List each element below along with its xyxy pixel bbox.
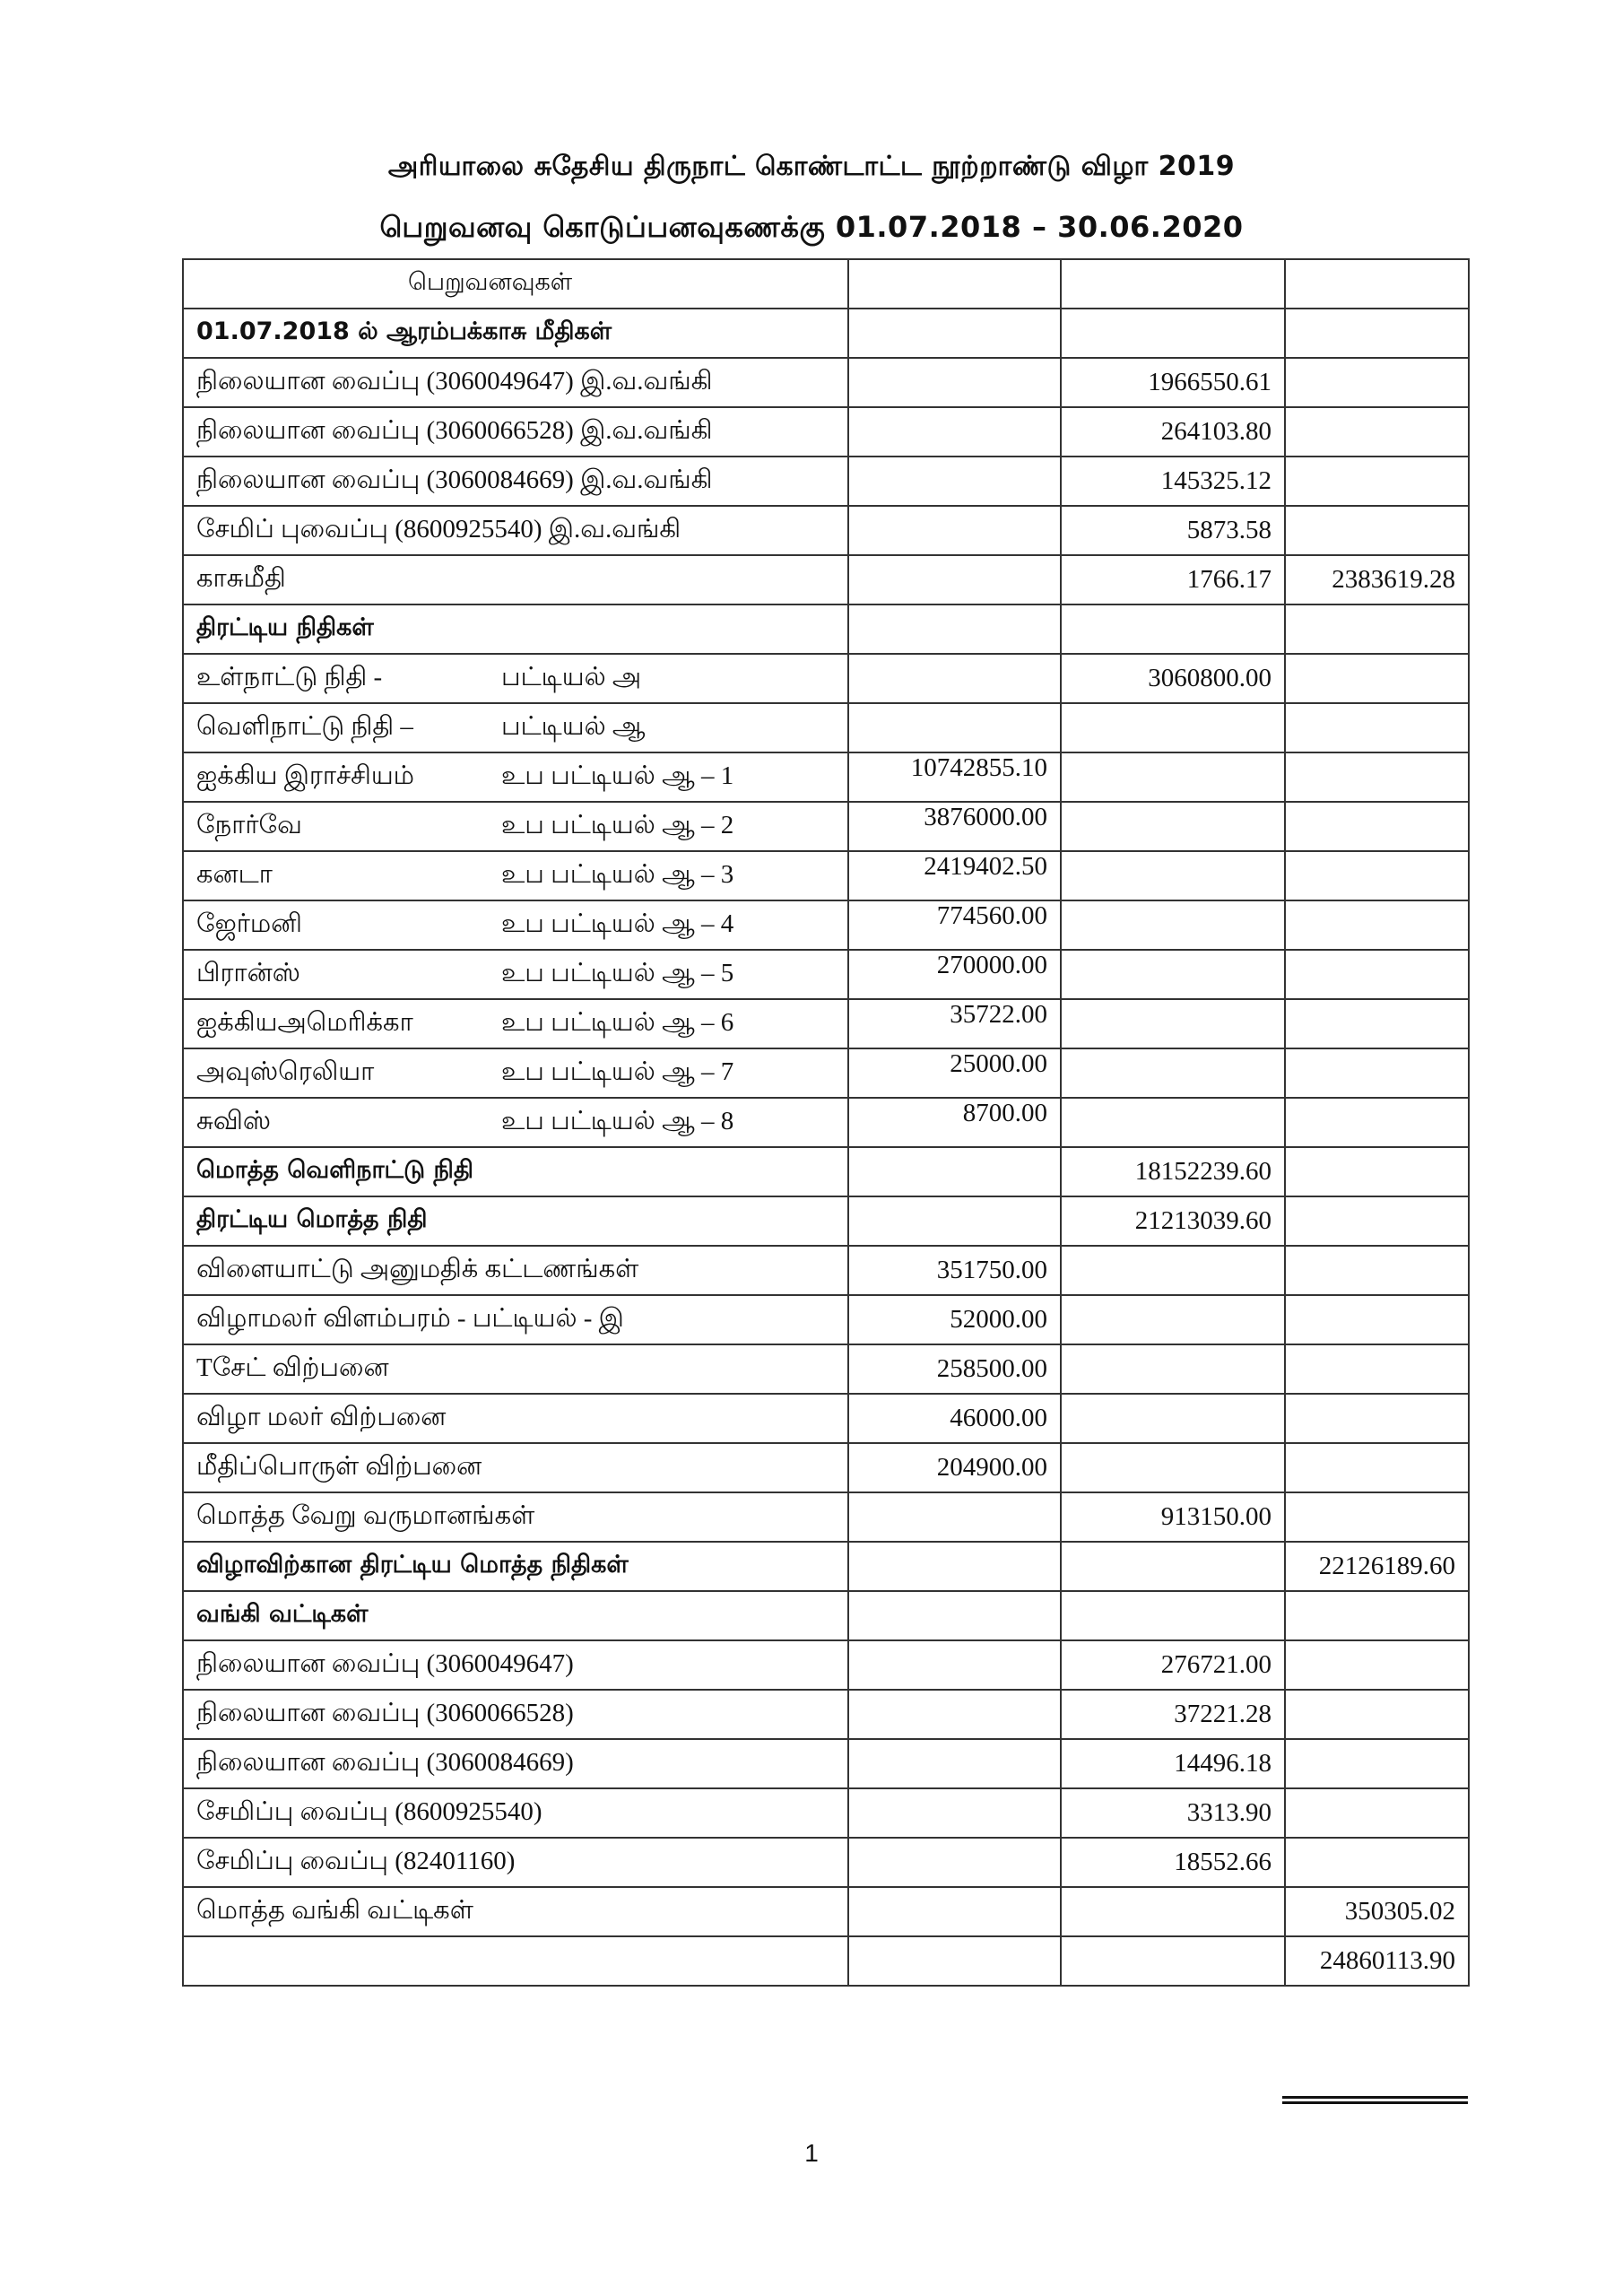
interest-total-label: மொத்த வங்கி வட்டிகள் (183, 1887, 848, 1936)
table-row (183, 1196, 1469, 1246)
foreign-fund-label: வெளிநாட்டு நிதி – (196, 711, 413, 741)
country-amount: 8700.00 (848, 1098, 1061, 1147)
table-row (183, 1936, 1469, 1986)
overall-total-amount: 24860113.90 (1285, 1936, 1469, 1986)
row-label: நிலையான வைப்பு (3060049647) (183, 1640, 848, 1690)
interest-total-amount: 350305.02 (1285, 1887, 1469, 1936)
table-row (183, 604, 1469, 654)
row-amount: 264103.80 (1061, 407, 1285, 457)
country-name: ஐக்கியஅமெரிக்கா (196, 1007, 413, 1037)
table-row (183, 1394, 1469, 1443)
table-row (183, 457, 1469, 506)
country-amount: 35722.00 (848, 999, 1061, 1048)
row-amount: 37221.28 (1061, 1690, 1285, 1739)
table-row (183, 999, 1469, 1048)
table-row (183, 1246, 1469, 1295)
row-label: நிலையான வைப்பு (3060084669) இ.வ.வங்கி (183, 457, 848, 506)
country-schedule: உப பட்டியல் ஆ – 8 (501, 1106, 734, 1135)
local-fund-amount: 3060800.00 (1061, 654, 1285, 703)
row-amount: 1766.17 (1061, 555, 1285, 604)
country-schedule: உப பட்டியல் ஆ – 2 (501, 810, 734, 839)
foreign-total-amount: 18152239.60 (1061, 1147, 1285, 1196)
table-row (183, 1591, 1469, 1640)
country-amount: 270000.00 (848, 950, 1061, 999)
row-label: விழா மலர் விற்பனை (183, 1394, 848, 1443)
document-title: அரியாலை சுதேசிய திருநாட் கொண்டாட்ட நூற்றாண்டு விழா 2019 (387, 151, 1236, 182)
row-label: நிலையான வைப்பு (3060084669) (183, 1739, 848, 1788)
row-label: விளையாட்டு அனுமதிக் கட்டணங்கள் (183, 1246, 848, 1295)
row-amount: 3313.90 (1061, 1788, 1285, 1838)
table-header-row (183, 259, 1469, 309)
row-amount: 276721.00 (1061, 1640, 1285, 1690)
country-name: கனடா (196, 859, 273, 889)
country-name: அவுஸ்ரெலியா (196, 1057, 375, 1086)
funds-heading: திரட்டிய நிதிகள் (183, 604, 848, 654)
row-label: சேமிப்பு வைப்பு (82401160) (183, 1838, 848, 1887)
table-row (183, 1443, 1469, 1492)
table-row (183, 555, 1469, 604)
row-amount: 1966550.61 (1061, 358, 1285, 407)
country-name: நோர்வே (196, 810, 302, 839)
table-row (183, 1344, 1469, 1394)
table-row (183, 802, 1469, 851)
grand-fund-amount: 21213039.60 (1061, 1196, 1285, 1246)
table-row (183, 752, 1469, 802)
other-income-total-label: மொத்த வேறு வருமானங்கள் (183, 1492, 848, 1542)
country-name: சுவிஸ் (196, 1106, 272, 1135)
country-schedule: உப பட்டியல் ஆ – 6 (501, 1007, 734, 1037)
row-amount: 258500.00 (848, 1344, 1061, 1394)
document-subtitle: பெறுவனவு கொடுப்பனவுகணக்கு 01.07.2018 – 30.06.2020 (379, 210, 1244, 244)
table-row (183, 358, 1469, 407)
interest-heading: வங்கி வட்டிகள் (183, 1591, 848, 1640)
table-row (183, 1048, 1469, 1098)
table-row (183, 950, 1469, 999)
table-row (183, 1492, 1469, 1542)
row-amount: 14496.18 (1061, 1739, 1285, 1788)
table-row (183, 1640, 1469, 1690)
table-row (183, 900, 1469, 950)
table-row (183, 654, 1469, 703)
table-row (183, 1788, 1469, 1838)
row-label: விழாமலர் விளம்பரம் - பட்டியல் - இ (183, 1295, 848, 1344)
country-amount: 10742855.10 (848, 752, 1061, 802)
opening-total: 2383619.28 (1285, 555, 1469, 604)
foreign-total-label: மொத்த வெளிநாட்டு நிதி (183, 1147, 848, 1196)
row-amount: 145325.12 (1061, 457, 1285, 506)
table-row (183, 309, 1469, 358)
row-amount: 46000.00 (848, 1394, 1061, 1443)
row-label: Tசேட் விற்பனை (183, 1344, 848, 1394)
row-amount: 351750.00 (848, 1246, 1061, 1295)
row-amount: 5873.58 (1061, 506, 1285, 555)
row-amount: 52000.00 (848, 1295, 1061, 1344)
grand-fund-label: திரட்டிய மொத்த நிதி (183, 1196, 848, 1246)
other-income-total-amount: 913150.00 (1061, 1492, 1285, 1542)
table-row (183, 1838, 1469, 1887)
row-label: சேமிப் புவைப்பு (8600925540) இ.வ.வங்கி (183, 506, 848, 555)
country-schedule: உப பட்டியல் ஆ – 7 (501, 1057, 734, 1086)
country-schedule: உப பட்டியல் ஆ – 4 (501, 909, 734, 938)
row-label: நிலையான வைப்பு (3060066528) (183, 1690, 848, 1739)
festival-total-amount: 22126189.60 (1285, 1542, 1469, 1591)
table-row (183, 407, 1469, 457)
row-label: நிலையான வைப்பு (3060049647) இ.வ.வங்கி (183, 358, 848, 407)
table-row (183, 1690, 1469, 1739)
table-row (183, 1887, 1469, 1936)
header-receipts: பெறுவனவுகள் (183, 259, 848, 309)
row-amount: 204900.00 (848, 1443, 1061, 1492)
country-name: ஜேர்மனி (196, 909, 302, 938)
table-row (183, 1098, 1469, 1147)
row-amount: 18552.66 (1061, 1838, 1285, 1887)
foreign-fund-schedule: பட்டியல் ஆ (501, 711, 646, 741)
row-label: சேமிப்பு வைப்பு (8600925540) (183, 1788, 848, 1838)
country-name: ஐக்கிய இராச்சியம் (196, 761, 415, 790)
row-label: காசுமீதி (183, 555, 848, 604)
page-number: 1 (804, 2139, 819, 2167)
table-row (183, 1542, 1469, 1591)
table-row (183, 506, 1469, 555)
festival-total-label: விழாவிற்கான திரட்டிய மொத்த நிதிகள் (183, 1542, 848, 1591)
country-schedule: உப பட்டியல் ஆ – 1 (501, 761, 734, 790)
table-row (183, 1739, 1469, 1788)
country-amount: 25000.00 (848, 1048, 1061, 1098)
local-fund-schedule: பட்டியல் அ (501, 662, 642, 691)
row-label: மீதிப்பொருள் விற்பனை (183, 1443, 848, 1492)
double-underline (1282, 2096, 1468, 2104)
country-schedule: உப பட்டியல் ஆ – 5 (501, 958, 734, 987)
country-amount: 774560.00 (848, 900, 1061, 950)
table-row (183, 1147, 1469, 1196)
opening-balance-heading: 01.07.2018 ல் ஆரம்பக்காசு மீதிகள் (183, 309, 848, 358)
receipts-table (182, 258, 1470, 1987)
table-row (183, 1295, 1469, 1344)
table-row (183, 851, 1469, 900)
country-name: பிரான்ஸ் (196, 958, 300, 987)
row-label: நிலையான வைப்பு (3060066528) இ.வ.வங்கி (183, 407, 848, 457)
country-amount: 2419402.50 (848, 851, 1061, 900)
table-row (183, 703, 1469, 752)
local-fund-label: உள்நாட்டு நிதி - (196, 662, 383, 691)
country-amount: 3876000.00 (848, 802, 1061, 851)
country-schedule: உப பட்டியல் ஆ – 3 (501, 859, 734, 889)
